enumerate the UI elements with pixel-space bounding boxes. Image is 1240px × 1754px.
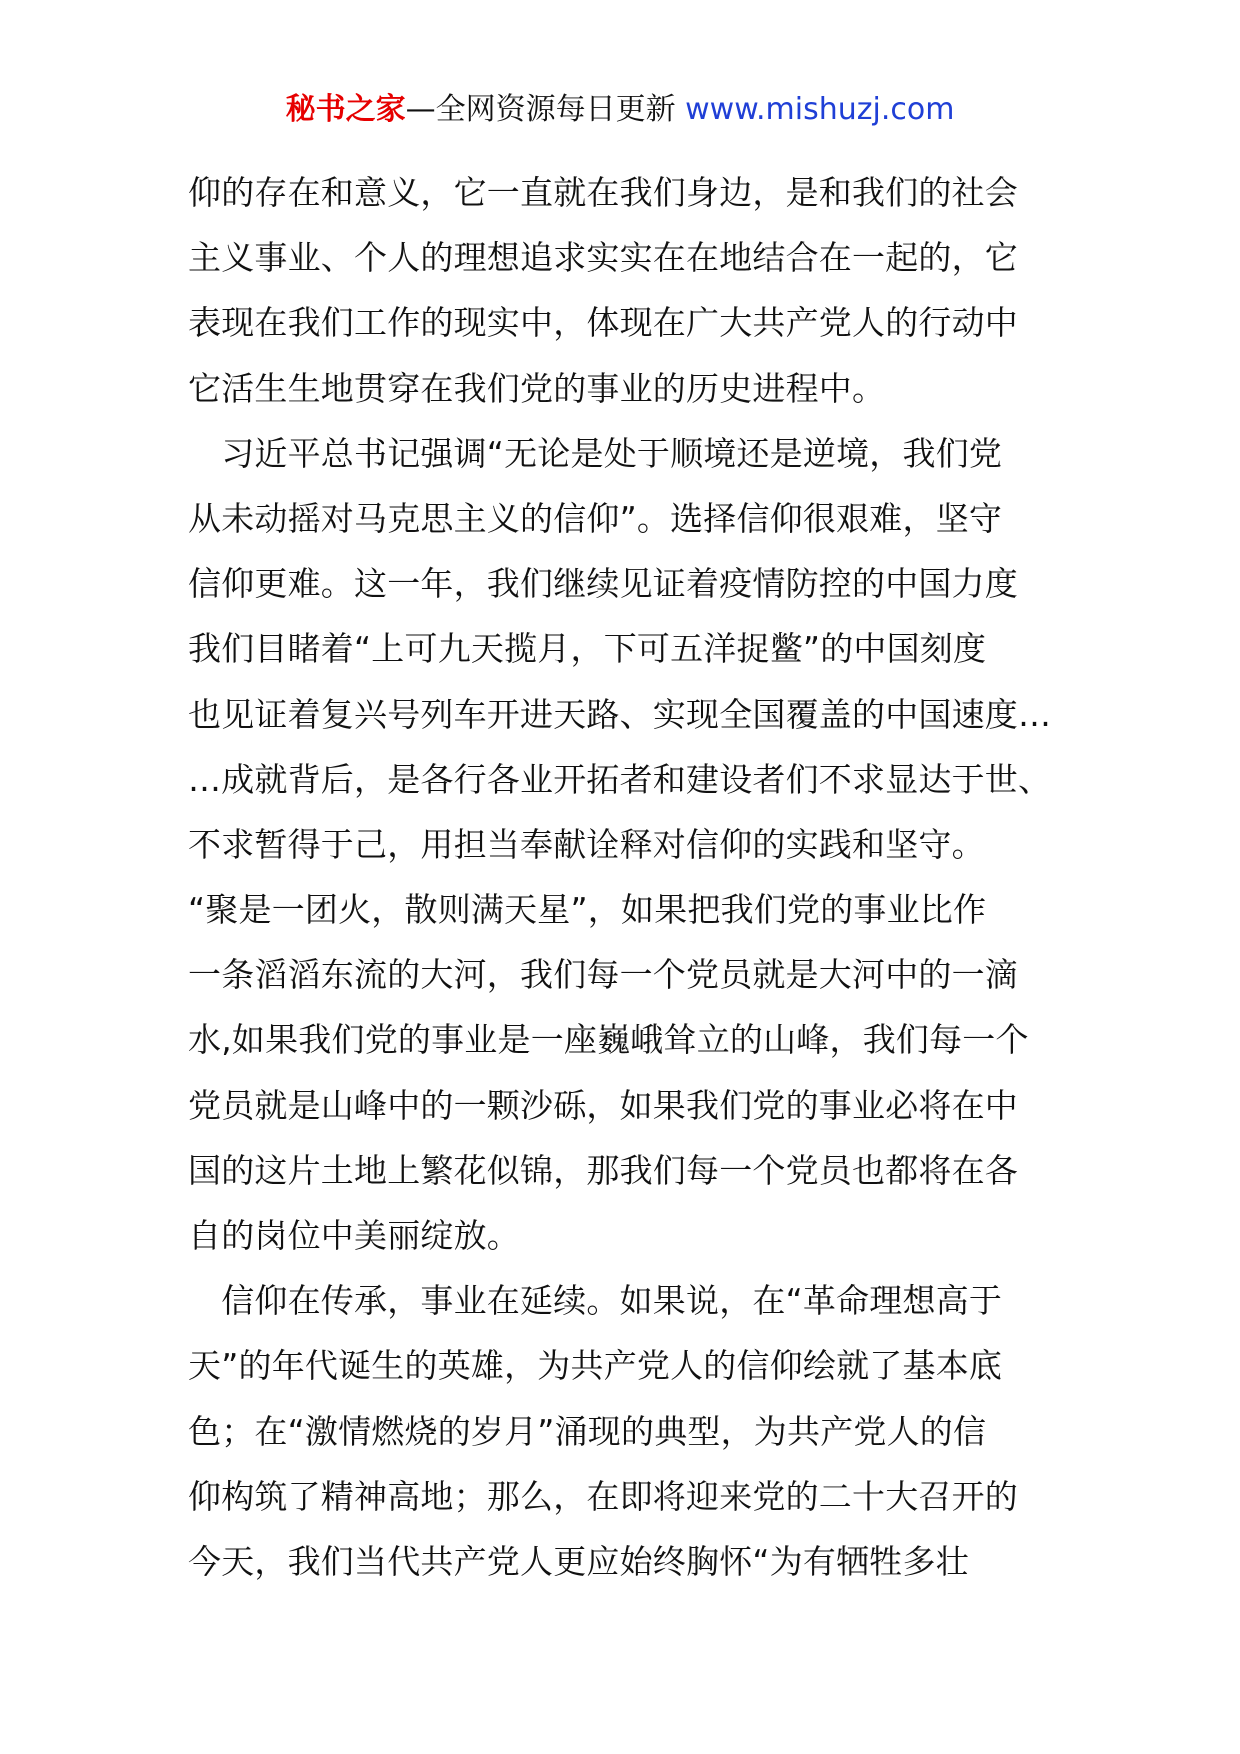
body-line: 信仰更难。这一年，我们继续见证着疫情防控的中国力度 [188, 564, 1018, 604]
body-line: 它活生生地贯穿在我们党的事业的历史进程中。 [188, 368, 886, 408]
body-line: 自的岗位中美丽绽放。 [188, 1216, 520, 1255]
header-tagline: —全网资源每日更新 [405, 92, 676, 127]
body-line: 我们目睹着“上可九天揽月，下可五洋捉鳖”的中国刻度 [188, 629, 987, 669]
site-url-link[interactable]: www.mishuzj.com [685, 92, 955, 127]
document-body [188, 160, 1058, 1594]
brand-name: 秘书之家 [285, 92, 406, 127]
body-line: 表现在我们工作的现实中，体现在广大共产党人的行动中 [188, 303, 1018, 343]
body-line: 信仰在传承，事业在延续。如果说，在“革命理想高于 [188, 1281, 1003, 1321]
body-line: 从未动摇对马克思主义的信仰”。选择信仰很艰难，坚守 [188, 498, 1003, 538]
body-line: 习近平总书记强调“无论是处于顺境还是逆境，我们党 [188, 433, 1003, 473]
body-line: 不求暂得于己，用担当奉献诠释对信仰的实践和坚守。 [188, 824, 985, 864]
body-line: 色；在“激情燃烧的岁月”涌现的典型，为共产党人的信 [188, 1411, 987, 1451]
body-line: …成就背后，是各行各业开拓者和建设者们不求显达于世、 [188, 759, 1052, 799]
body-line: 天”的年代诞生的英雄，为共产党人的信仰绘就了基本底 [188, 1346, 1003, 1386]
body-line: 主义事业、个人的理想追求实实在在地结合在一起的，它 [188, 238, 1018, 278]
body-line: 党员就是山峰中的一颗沙砾，如果我们党的事业必将在中 [188, 1085, 1018, 1125]
body-line: 仰的存在和意义，它一直就在我们身边，是和我们的社会 [188, 173, 1018, 212]
body-line: 仰构筑了精神高地；那么，在即将迎来党的二十大召开的 [188, 1476, 1018, 1516]
page-header [0, 88, 1240, 132]
body-line: 一条滔滔东流的大河，我们每一个党员就是大河中的一滴 [188, 955, 1018, 995]
body-line: 国的这片土地上繁花似锦，那我们每一个党员也都将在各 [188, 1150, 1018, 1190]
body-line: “聚是一团火，散则满天星”，如果把我们党的事业比作 [188, 890, 987, 930]
body-line: 也见证着复兴号列车开进天路、实现全国覆盖的中国速度… [188, 694, 1052, 734]
body-line: 今天，我们当代共产党人更应始终胸怀“为有牺牲多壮 [188, 1541, 969, 1581]
body-line: 水,如果我们党的事业是一座巍峨耸立的山峰，我们每一个 [188, 1020, 1029, 1060]
